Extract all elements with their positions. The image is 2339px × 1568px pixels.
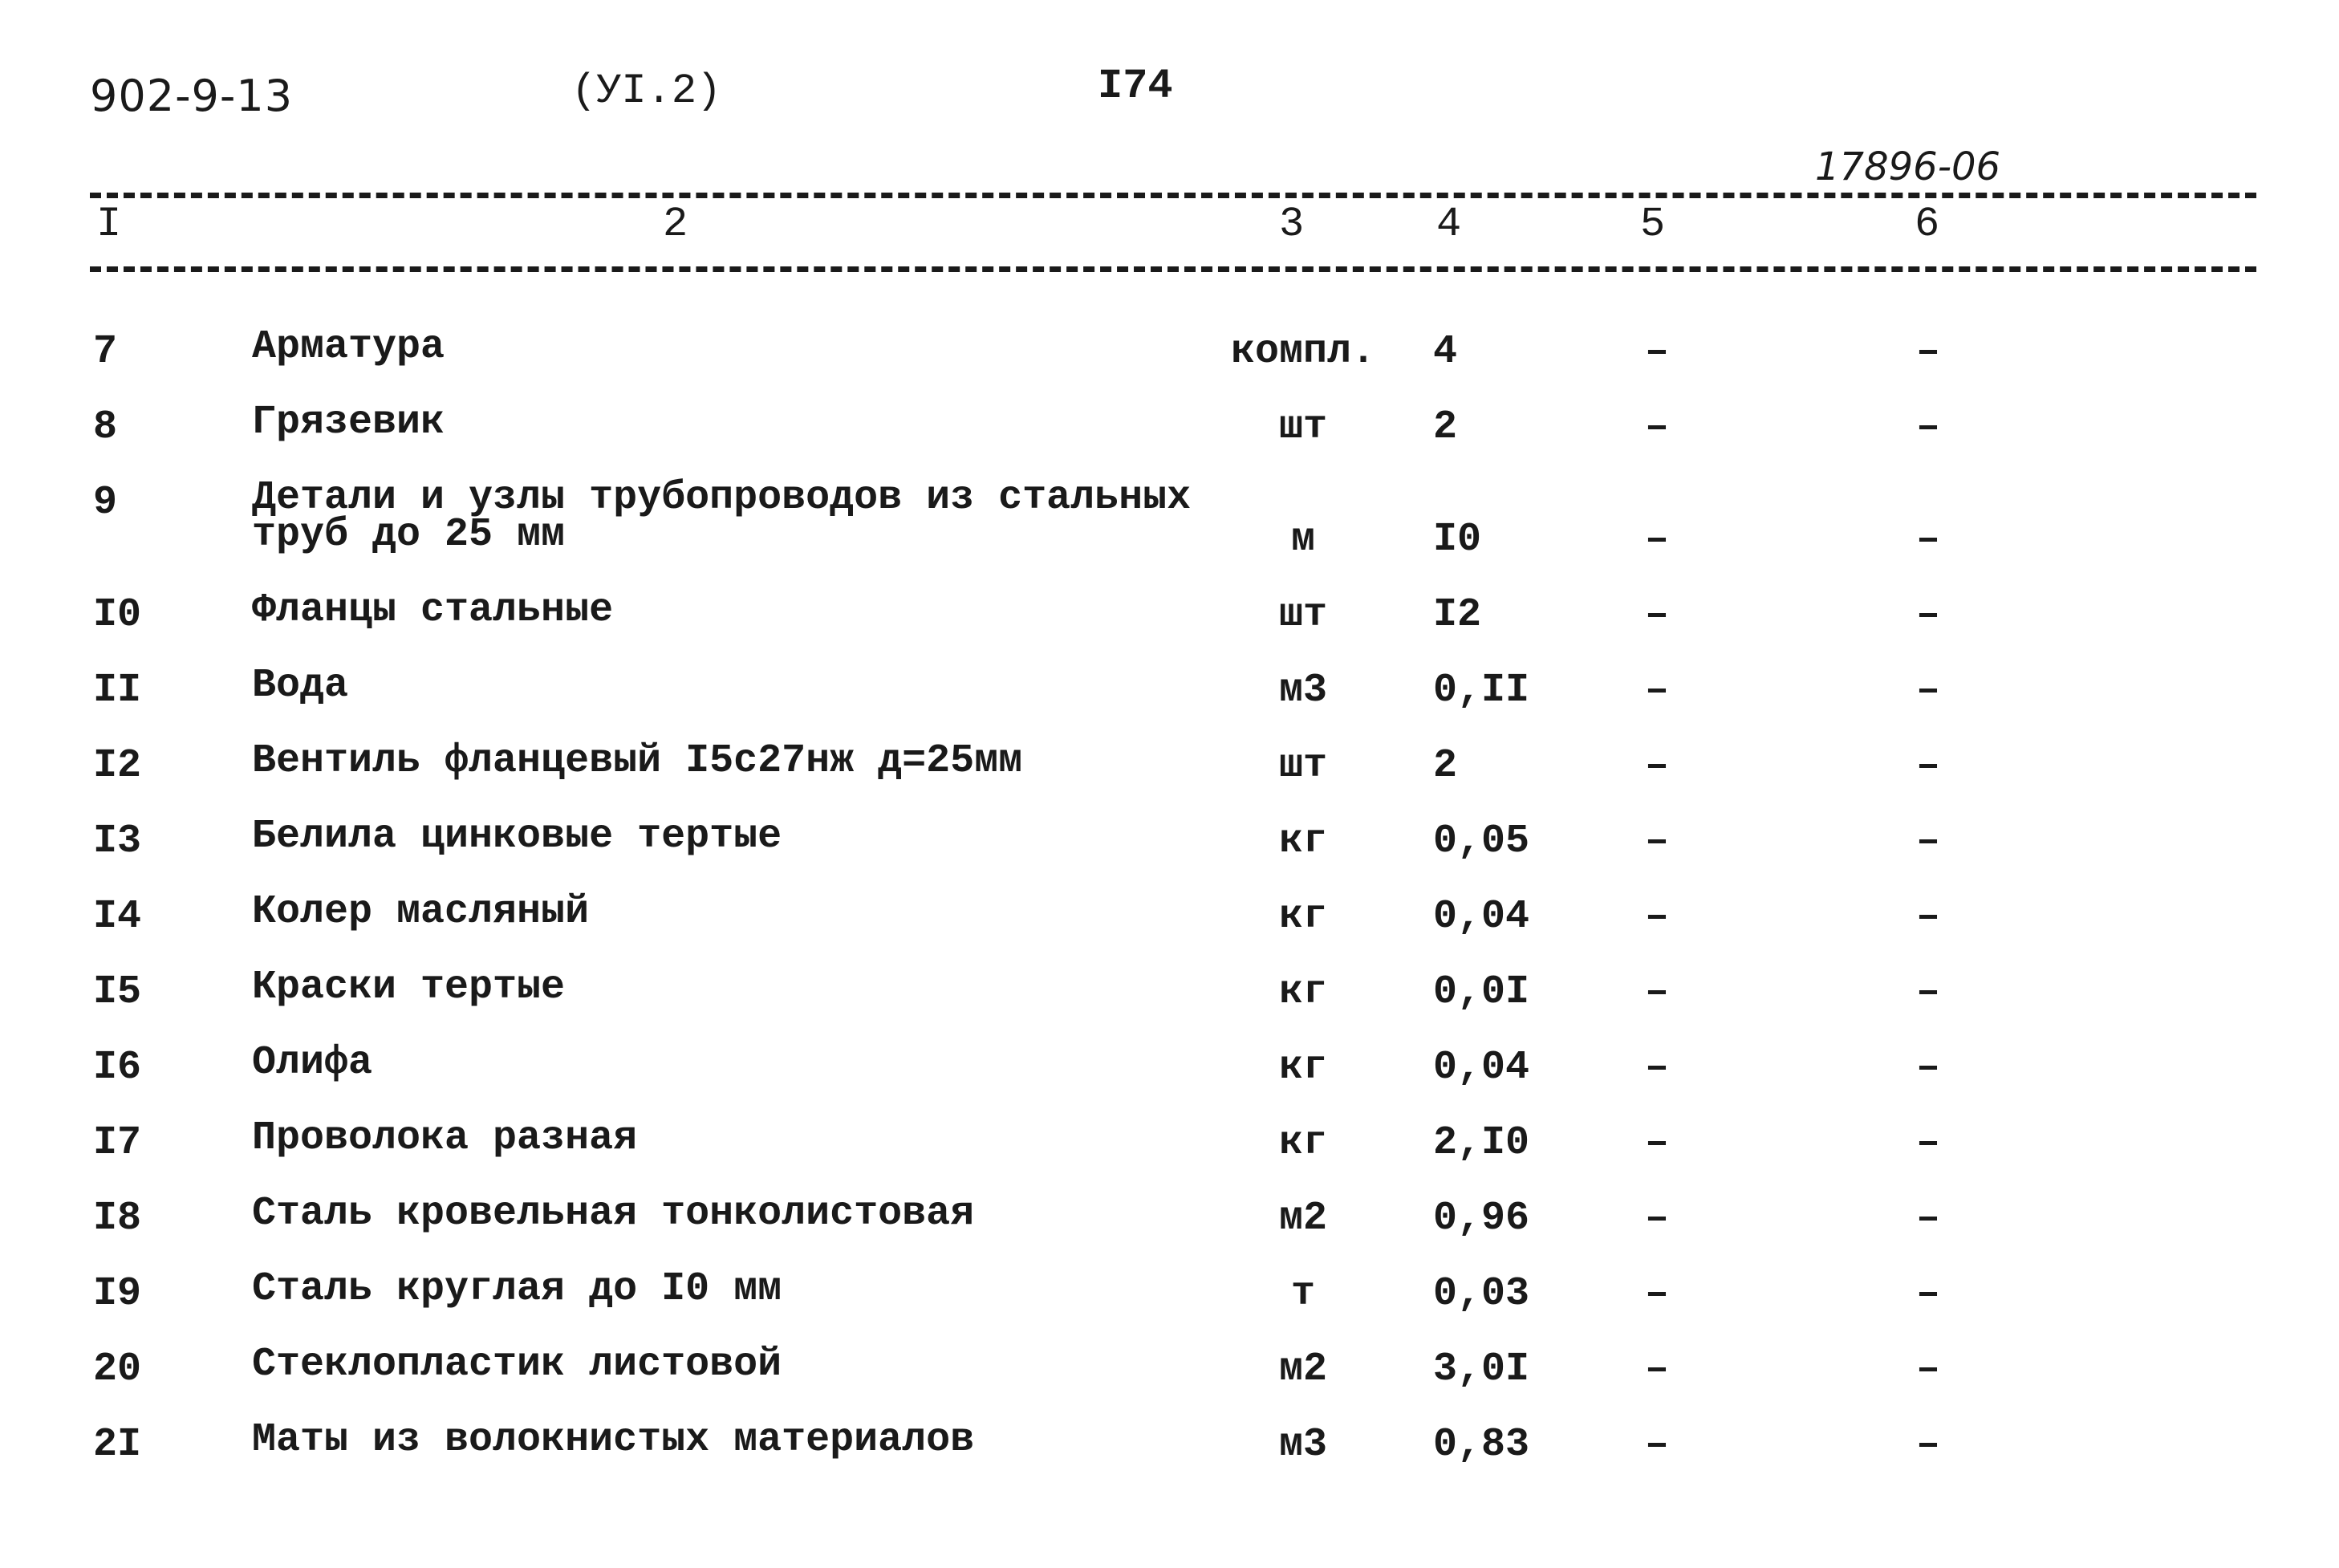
table-row xyxy=(0,324,2339,404)
unit: м xyxy=(1290,517,1315,563)
material-name xyxy=(252,738,1023,784)
unit: кг xyxy=(1278,894,1327,940)
material-name xyxy=(252,1040,373,1086)
material-name xyxy=(252,1266,782,1312)
table-row xyxy=(0,587,2339,668)
column-6-value: – xyxy=(1916,1347,1941,1392)
row-number: 8 xyxy=(93,404,118,450)
quantity: 2 xyxy=(1433,743,1458,789)
unit: шт xyxy=(1278,404,1327,450)
row-number: I6 xyxy=(93,1045,142,1091)
material-name-line-1: Детали и узлы трубопроводов из стальных xyxy=(252,475,1192,521)
column-header-5: 5 xyxy=(1640,201,1666,248)
unit: м3 xyxy=(1278,1422,1327,1468)
quantity: 0,04 xyxy=(1433,1045,1530,1091)
column-5-value: – xyxy=(1645,969,1670,1015)
unit: шт xyxy=(1278,592,1327,638)
column-5-value: – xyxy=(1645,743,1670,789)
column-6-value: – xyxy=(1916,743,1941,789)
row-number: 2I xyxy=(93,1422,142,1468)
material-name-line-1: Сталь круглая до I0 мм xyxy=(252,1266,782,1312)
column-header-1: I xyxy=(96,201,122,248)
row-number: 9 xyxy=(93,480,118,526)
document-code: 902-9-13 xyxy=(90,71,294,121)
column-5-value: – xyxy=(1645,1271,1670,1317)
reference-number: 17896-06 xyxy=(1815,144,2001,189)
material-name-line-1: Олифа xyxy=(252,1040,373,1086)
quantity: 0,03 xyxy=(1433,1271,1530,1317)
quantity: I0 xyxy=(1433,517,1482,563)
column-6-value: – xyxy=(1916,1120,1941,1166)
material-name-line-1: Маты из волокнистых материалов xyxy=(252,1417,975,1463)
quantity: 0,83 xyxy=(1433,1422,1530,1468)
section-number: (УI.2) xyxy=(571,67,722,115)
unit: м2 xyxy=(1278,1196,1327,1241)
table-row xyxy=(0,475,2339,592)
material-name-line-1: Колер масляный xyxy=(252,889,590,935)
table-row xyxy=(0,1115,2339,1196)
quantity: 4 xyxy=(1433,329,1458,375)
column-5-value: – xyxy=(1645,517,1670,563)
column-header-4: 4 xyxy=(1436,201,1462,248)
column-5-value: – xyxy=(1645,819,1670,864)
column-6-value: – xyxy=(1916,592,1941,638)
column-5-value: – xyxy=(1645,404,1670,450)
material-name-line-1: Вода xyxy=(252,663,349,709)
column-6-value: – xyxy=(1916,404,1941,450)
column-5-value: – xyxy=(1645,1422,1670,1468)
material-name xyxy=(252,1115,638,1161)
table-row xyxy=(0,663,2339,743)
material-name-line-1: Проволока разная xyxy=(252,1115,638,1161)
row-number: I7 xyxy=(93,1120,142,1166)
column-6-value: – xyxy=(1916,1271,1941,1317)
column-6-value: – xyxy=(1916,894,1941,940)
row-number: 7 xyxy=(93,329,118,375)
column-header-2: 2 xyxy=(663,201,688,248)
row-number: I0 xyxy=(93,592,142,638)
material-name xyxy=(252,587,614,633)
quantity: 0,05 xyxy=(1433,819,1530,864)
unit: т xyxy=(1290,1271,1315,1317)
material-name-line-1: Краски тертые xyxy=(252,965,566,1010)
quantity: 0,96 xyxy=(1433,1196,1530,1241)
quantity: 0,II xyxy=(1433,668,1530,713)
table-row xyxy=(0,1040,2339,1120)
material-name xyxy=(252,1342,782,1387)
column-5-value: – xyxy=(1645,894,1670,940)
column-6-value: – xyxy=(1916,1045,1941,1091)
table-row xyxy=(0,1417,2339,1497)
material-name-line-1: Вентиль фланцевый I5с27нж д=25мм xyxy=(252,738,1023,784)
page-number: I74 xyxy=(1098,63,1173,110)
column-6-value: – xyxy=(1916,1196,1941,1241)
unit: кг xyxy=(1278,819,1327,864)
unit: кг xyxy=(1278,1045,1327,1091)
row-number: I4 xyxy=(93,894,142,940)
material-name xyxy=(252,324,445,370)
material-name-line-2: труб до 25 мм xyxy=(252,512,566,558)
material-name xyxy=(252,475,1192,558)
row-number: I5 xyxy=(93,969,142,1015)
column-6-value: – xyxy=(1916,819,1941,864)
material-name xyxy=(252,965,566,1010)
unit: кг xyxy=(1278,1120,1327,1166)
row-number: I2 xyxy=(93,743,142,789)
row-number: I8 xyxy=(93,1196,142,1241)
row-number: II xyxy=(93,668,142,713)
material-name xyxy=(252,663,349,709)
material-name-line-1: Арматура xyxy=(252,324,445,370)
material-name-line-1: Грязевик xyxy=(252,400,445,445)
materials-table xyxy=(0,324,2339,1497)
column-5-value: – xyxy=(1645,668,1670,713)
row-number: I3 xyxy=(93,819,142,864)
table-row xyxy=(0,1191,2339,1271)
table-row xyxy=(0,889,2339,969)
material-name-line-1: Сталь кровельная тонколистовая xyxy=(252,1191,975,1237)
quantity: 2 xyxy=(1433,404,1458,450)
column-5-value: – xyxy=(1645,329,1670,375)
quantity: 3,0I xyxy=(1433,1347,1530,1392)
column-header-6: 6 xyxy=(1915,201,1940,248)
header-divider xyxy=(90,266,2256,272)
row-number: 20 xyxy=(93,1347,142,1392)
material-name-line-1: Белила цинковые тертые xyxy=(252,814,782,859)
column-5-value: – xyxy=(1645,1120,1670,1166)
column-6-value: – xyxy=(1916,1422,1941,1468)
column-5-value: – xyxy=(1645,1196,1670,1241)
column-6-value: – xyxy=(1916,329,1941,375)
material-name xyxy=(252,814,782,859)
column-6-value: – xyxy=(1916,969,1941,1015)
top-divider xyxy=(90,193,2256,198)
table-row xyxy=(0,1266,2339,1347)
column-5-value: – xyxy=(1645,592,1670,638)
table-row xyxy=(0,738,2339,819)
table-row xyxy=(0,965,2339,1045)
row-number: I9 xyxy=(93,1271,142,1317)
quantity: 0,0I xyxy=(1433,969,1530,1015)
unit: компл. xyxy=(1231,329,1376,375)
column-6-value: – xyxy=(1916,517,1941,563)
unit: кг xyxy=(1278,969,1327,1015)
material-name xyxy=(252,889,590,935)
material-name-line-1: Стеклопластик листовой xyxy=(252,1342,782,1387)
table-row xyxy=(0,814,2339,894)
unit: шт xyxy=(1278,743,1327,789)
column-6-value: – xyxy=(1916,668,1941,713)
column-5-value: – xyxy=(1645,1045,1670,1091)
unit: м3 xyxy=(1278,668,1327,713)
unit: м2 xyxy=(1278,1347,1327,1392)
material-name-line-1: Фланцы стальные xyxy=(252,587,614,633)
quantity: I2 xyxy=(1433,592,1482,638)
column-5-value: – xyxy=(1645,1347,1670,1392)
material-name xyxy=(252,1191,975,1237)
table-row xyxy=(0,1342,2339,1422)
material-name xyxy=(252,1417,975,1463)
table-row xyxy=(0,400,2339,480)
material-name xyxy=(252,400,445,445)
column-header-3: 3 xyxy=(1279,201,1305,248)
quantity: 2,I0 xyxy=(1433,1120,1530,1166)
quantity: 0,04 xyxy=(1433,894,1530,940)
